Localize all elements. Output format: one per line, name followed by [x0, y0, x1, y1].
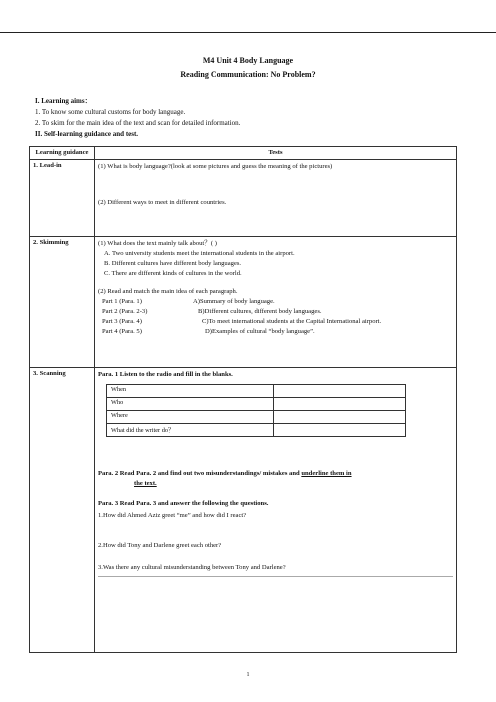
col-header-guidance: Learning guidance: [30, 147, 95, 160]
instruction-underlined: underline them in: [301, 470, 352, 477]
part-label: Part 2 (Para. 2-3): [102, 308, 148, 315]
part-label: Part 1 (Para. 1): [102, 298, 142, 305]
fill-table: [106, 384, 406, 437]
question: 2.How did Tony and Darlene greet each other?: [98, 542, 222, 549]
table-row: [107, 424, 406, 437]
section-heading: II. Self-learning guidance and test.: [35, 130, 139, 138]
fill-label: Where: [107, 411, 274, 424]
match-list: [98, 297, 453, 337]
row-label: 3. Scanning: [30, 368, 95, 653]
question: 3.Was there any cultural misunderstanding between Tony and Darlene?: [98, 564, 286, 571]
question: (2) Read and match the main idea of each paragraph.: [98, 288, 238, 295]
aims-heading: I. Learning aims：: [35, 97, 92, 105]
question: (1) What is body language?(look at some pictures and guess the meaning of the pictures): [98, 163, 333, 170]
option: A. Two university students meet the international students in the airport.: [104, 250, 295, 257]
row-content: [95, 237, 457, 368]
table-row: [107, 385, 406, 398]
table-row-leadin: [30, 160, 457, 237]
table-header-row: [30, 147, 457, 160]
aim-item: 2. To skim for the main idea of the text and scan for detailed information.: [35, 119, 241, 127]
option: B. Different cultures have different body languages.: [104, 260, 242, 267]
aim-item: 1. To know some cultural customs for body language.: [35, 108, 186, 116]
col-header-tests: Tests: [95, 147, 457, 160]
idea-label: C)To meet international students at the Capital International airport.: [202, 318, 382, 325]
part-label: Part 3 (Para. 4): [102, 318, 142, 325]
table-row-scanning: [30, 368, 457, 653]
instruction: Para. 3 Read Para. 3 and answer the following the questions.: [98, 500, 269, 507]
row-label: 2. Skimming: [30, 237, 95, 368]
doc-subtitle: Reading Communication: No Problem?: [180, 70, 316, 79]
doc-title: M4 Unit 4 Body Language: [202, 56, 294, 65]
learning-aims: [35, 96, 240, 140]
answer-line: [98, 575, 453, 577]
question: (2) Different ways to meet in different countries.: [98, 199, 227, 206]
table-row: [107, 411, 406, 424]
fill-blank[interactable]: [274, 411, 406, 424]
table-row: [107, 398, 406, 411]
idea-label: B)Different cultures, different body languages.: [198, 308, 322, 315]
page-number: 1: [246, 672, 250, 678]
guidance-table: [29, 146, 457, 653]
fill-blank[interactable]: [274, 424, 406, 437]
row-label: 1. Lead-in: [30, 160, 95, 237]
fill-label: Who: [107, 398, 274, 411]
instruction: Para. 1 Listen to the radio and fill in the blanks.: [98, 371, 233, 378]
instruction-underlined: the text.: [134, 480, 157, 487]
part-label: Part 4 (Para. 5): [102, 328, 142, 335]
fill-label: What did the writer do？: [107, 424, 274, 437]
fill-blank[interactable]: [274, 398, 406, 411]
question: 1.How did Ahmed Aziz greet “me” and how did I react?: [98, 512, 247, 519]
row-content: [95, 368, 457, 653]
instruction-text: Para. 2 Read Para. 2 and find out two misunderstandings/ mistakes and: [98, 470, 302, 477]
table-row-skimming: [30, 237, 457, 368]
question: (1) What does the text mainly talk about？( ): [98, 240, 217, 247]
option: C. There are different kinds of cultures in the world.: [104, 270, 242, 277]
row-content: [95, 160, 457, 237]
idea-label: A)Summary of body language.: [193, 298, 275, 305]
header-rule: [0, 32, 496, 33]
fill-label: When: [107, 385, 274, 398]
fill-blank[interactable]: [274, 385, 406, 398]
instruction: [98, 469, 453, 489]
idea-label: D)Examples of cultural “body language”.: [205, 328, 315, 335]
